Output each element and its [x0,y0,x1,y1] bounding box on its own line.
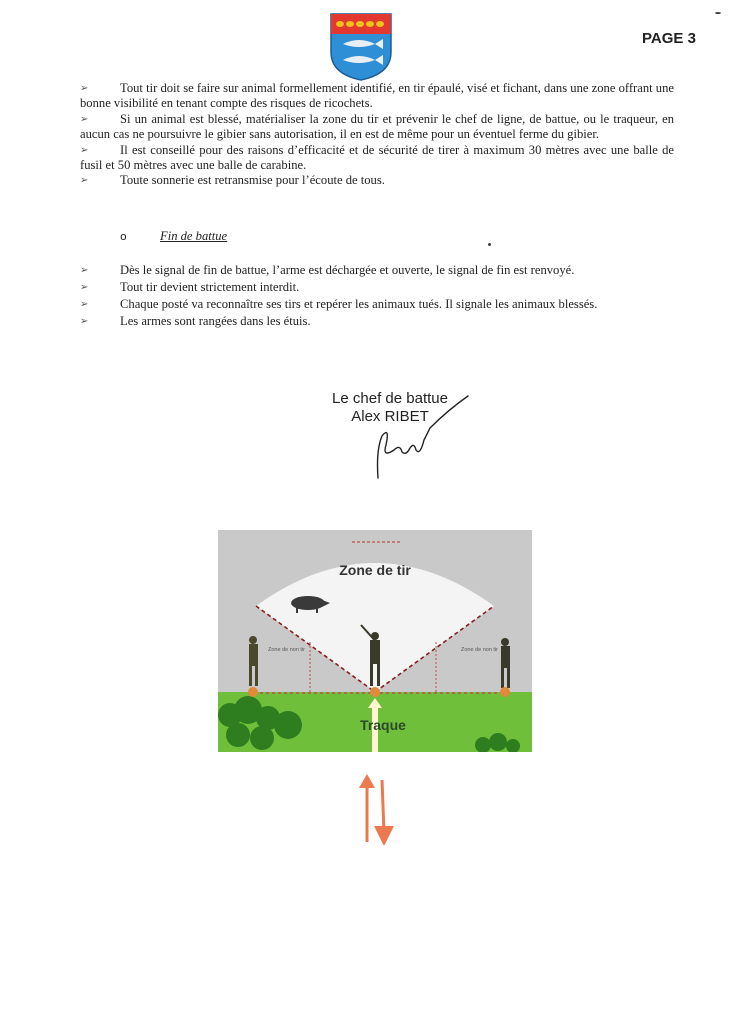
rule-text: Toute sonnerie est retransmise pour l’écoute de tous. [120,173,385,188]
list-item-text: Tout tir devient strictement interdit. [120,280,300,294]
circle-bullet-icon: o [120,230,127,243]
zone-label: Zone de tir [339,562,411,578]
signature-role: Le chef de battue [332,390,448,407]
page-number: PAGE 3 [642,30,696,47]
signature-name: Alex RIBET [351,408,429,425]
list-item [80,313,680,330]
rule-paragraph [80,143,674,174]
rule-paragraph [80,81,674,112]
arrow-bullet-icon: ➢ [80,83,89,94]
section-heading [120,229,227,244]
right-no-shoot-label: Zone de non tir [461,647,498,653]
list-item [80,296,680,313]
list-item-text: Chaque posté va reconnaître ses tirs et repérer les animaux tués. Il signale les animaux blessés. [120,297,598,311]
rule-text: Il est conseillé pour des raisons d’efficacité et de sécurité de tirer à maximum 30 mètres avec une balle de fusil et 50 mètres avec une balle de carabine. [80,142,674,173]
arrow-bullet-icon: ➢ [80,299,89,310]
rule-paragraph [80,173,674,188]
list-item-text: Les armes sont rangées dans les étuis. [120,314,311,328]
arrow-bullet-icon: ➢ [80,113,89,125]
arrow-bullet-icon: ➢ [80,144,89,156]
arrow-bullet-icon: ➢ [80,265,89,276]
list-item-text: Dès le signal de fin de battue, l’arme est déchargée et ouverte, le signal de fin est renvoyé. [120,263,575,277]
scan-speck [715,12,721,14]
coat-of-arms-fish-icon [329,12,393,82]
handwritten-signature [360,390,480,485]
end-list [80,262,680,330]
drive-label: Traque [360,717,406,733]
rule-text: Si un animal est blessé, matérialiser la zone du tir et prévenir le chef de ligne, de battue, ou le traqueur, en aucun cas ne poursuivre le gibier sans autorisation, il en est de même pour un éventuel ferme du gibier. [80,111,674,142]
list-item [80,279,680,296]
arrow-bullet-icon: ➢ [80,316,89,327]
arrow-bullet-icon: ➢ [80,282,89,293]
shooting-zone-diagram [218,530,532,752]
left-no-shoot-label: Zone de non tir [268,647,305,653]
section-title: Fin de battue [160,229,228,243]
rules-list [80,81,674,189]
list-item [80,262,680,279]
scan-speck [488,243,491,246]
rule-text: Tout tir doit se faire sur animal formellement identifié, en tir épaulé, visé et fichant, dans une zone offrant une bonne visibilité en tenant compte des risques de ricochets. [80,81,674,111]
rule-paragraph [80,112,674,143]
arrow-bullet-icon: ➢ [80,175,89,187]
up-down-arrows-icon [352,772,402,852]
